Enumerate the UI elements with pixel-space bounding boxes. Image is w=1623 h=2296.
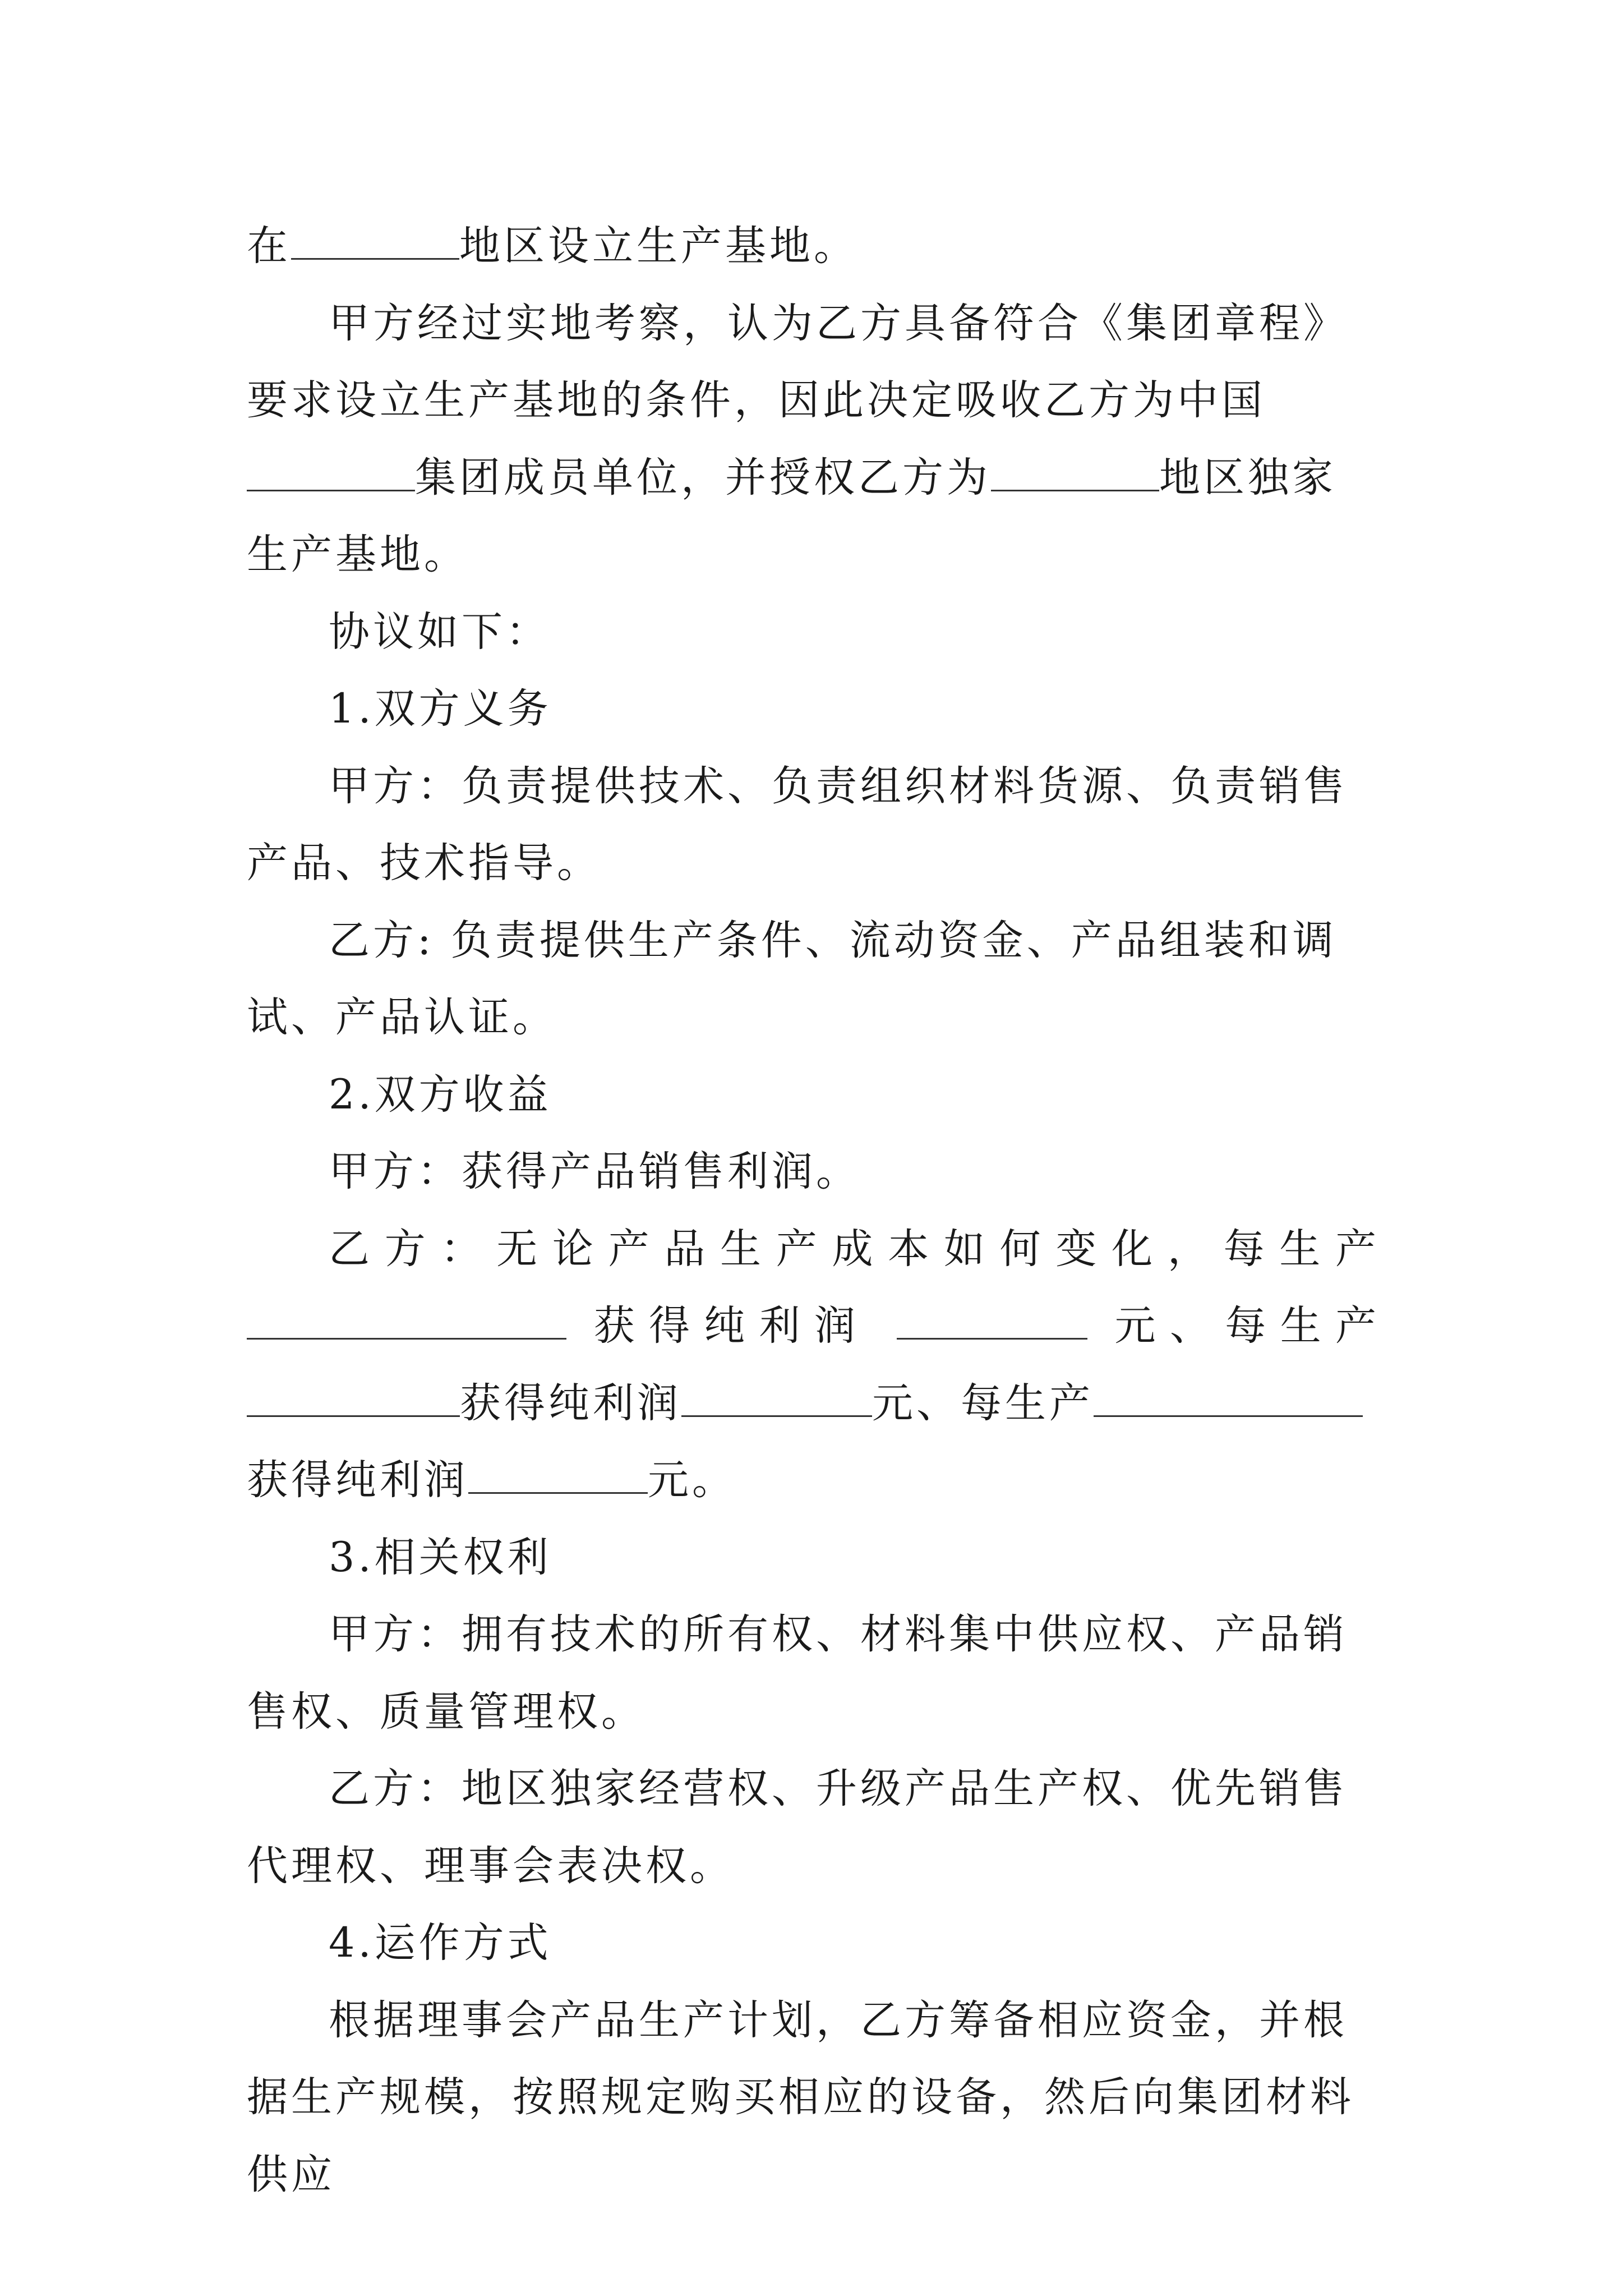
- section-heading-operation: 4.运作方式: [329, 1919, 552, 1967]
- paragraph-party-b-rights: 乙方：地区独家经营权、升级产品生产权、优先销售代理权、理事会表决权。: [247, 1765, 1348, 1890]
- paragraph-location: 在 地区设立生产基地。: [247, 222, 858, 270]
- blank-line: [247, 1301, 566, 1340]
- blank-line: [247, 453, 415, 491]
- paragraph-intro: 甲方经过实地考察，认为乙方具备符合《集团章程》要求设立生产基地的条件，因此决定吸收乙方为中国集团成员单位，并授权乙方为 地区独家生产基地。: [247, 299, 1348, 578]
- blank-line: [247, 1378, 460, 1417]
- paragraph-party-a-obligations: 甲方：负责提供技术、负责组织材料货源、负责销售产品、技术指导。: [247, 762, 1348, 887]
- paragraph-party-b-revenue: 乙方：无论产品生产成本如何变化，每生产 获得纯利润 元、每生产: [247, 1211, 1380, 1365]
- paragraph-party-b-revenue-cont: 获得纯利润 元、每生产 获得纯利润 元。: [247, 1365, 1380, 1519]
- blank-line: [991, 453, 1159, 491]
- blank-line: [681, 1378, 872, 1417]
- section-heading-rights: 3.相关权利: [329, 1533, 552, 1581]
- paragraph-party-a-rights: 甲方：拥有技术的所有权、材料集中供应权、产品销售权、质量管理权。: [247, 1611, 1348, 1736]
- section-heading-revenue: 2.双方收益: [329, 1070, 552, 1119]
- blank-line: [1094, 1378, 1363, 1417]
- blank-line: [291, 221, 459, 260]
- paragraph-party-a-revenue: 甲方：获得产品销售利润。: [329, 1148, 860, 1195]
- paragraph-agreement: 协议如下：: [329, 608, 550, 656]
- blank-line: [468, 1455, 648, 1494]
- blank-line: [897, 1301, 1087, 1340]
- paragraph-operation: 根据理事会产品生产计划，乙方筹备相应资金，并根据生产规模，按照规定购买相应的设备，然后向集团材料供应: [247, 1996, 1354, 2198]
- paragraph-party-b-obligations: 乙方: 负责提供生产条件、流动资金、产品组装和调试、产品认证。: [247, 916, 1337, 1041]
- document-body: [247, 208, 1380, 2213]
- section-heading-obligations: 1.双方义务: [329, 685, 552, 733]
